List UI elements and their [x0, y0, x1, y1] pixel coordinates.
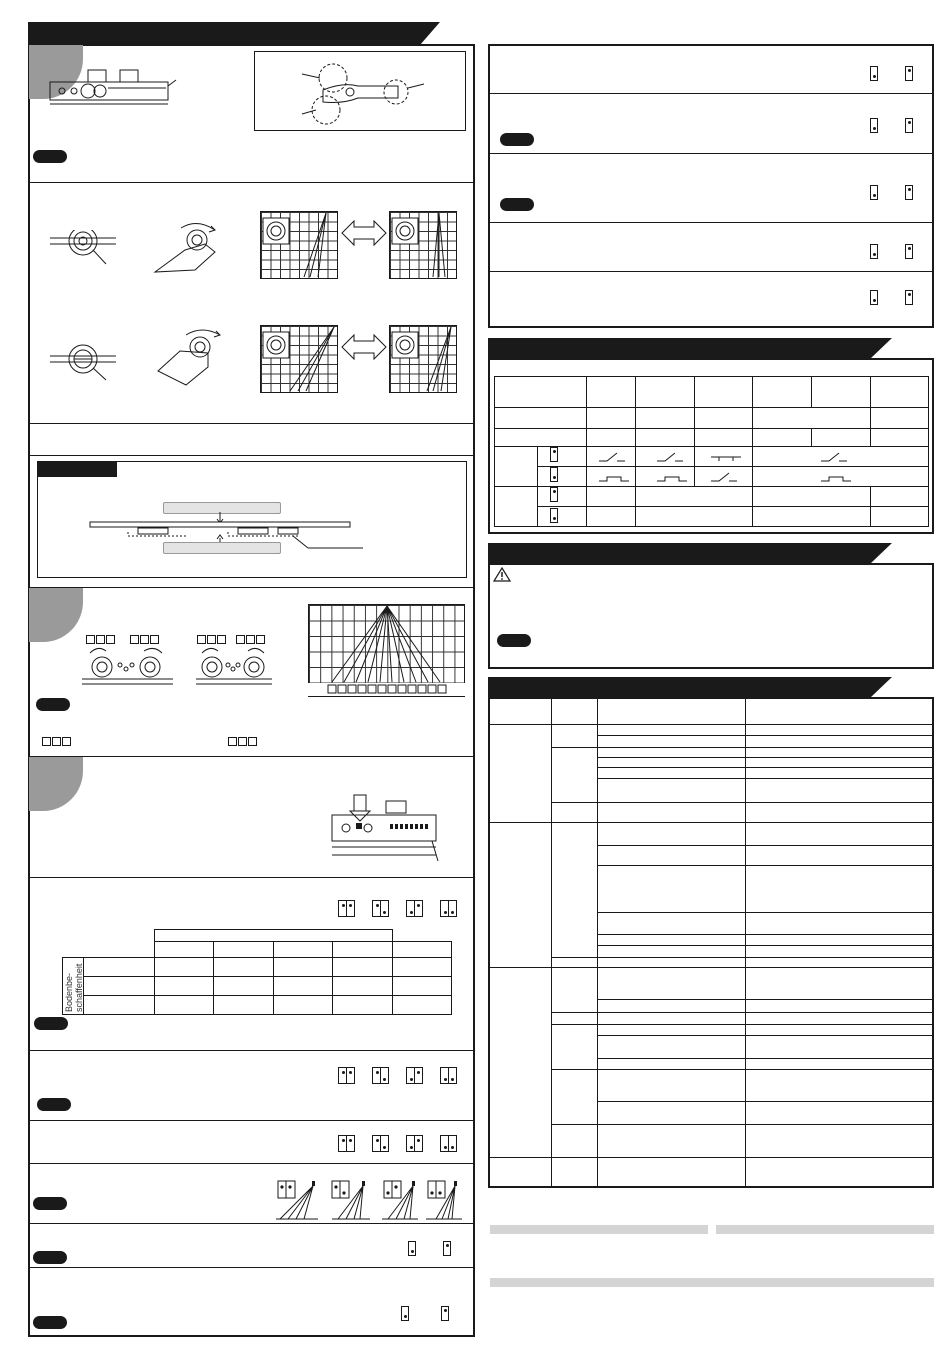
- dip-switch-icon: [870, 66, 878, 81]
- left-header-band: [28, 22, 420, 45]
- spec-section-frame: [488, 697, 934, 1188]
- width-code-e: [42, 733, 72, 751]
- note-badge: [34, 1017, 68, 1030]
- note-badge: [500, 133, 534, 146]
- spec-row-line: [597, 865, 932, 866]
- note-badge: [33, 1251, 67, 1264]
- note-badge: [33, 1316, 67, 1329]
- spec-row-line: [551, 1069, 932, 1070]
- spec-row-line: [597, 757, 932, 758]
- spec-row-line: [551, 747, 932, 748]
- output-section-header: [488, 338, 870, 359]
- dip-switch-icon: [443, 1241, 451, 1256]
- dip-switch-icon: [440, 1067, 457, 1084]
- beam-lines-1: [260, 211, 338, 279]
- spec-row-line: [597, 845, 932, 846]
- divider: [29, 1050, 473, 1051]
- dip-switch-icon: [550, 508, 558, 523]
- spec-row-line: [597, 778, 932, 779]
- dip-switch-icon: [870, 244, 878, 259]
- note-badge: [37, 1098, 71, 1111]
- spec-row-line: [551, 1012, 932, 1013]
- dip-switch-icon: [406, 900, 423, 917]
- dip-switch-icon: [408, 1241, 416, 1256]
- spec-col-line: [597, 698, 598, 1187]
- footer-bar: [490, 1225, 708, 1234]
- divider: [490, 93, 932, 94]
- divider: [29, 877, 473, 878]
- divider: [29, 1120, 473, 1121]
- dip-switch-icon: [905, 185, 913, 200]
- dip-switch-icon: [406, 1135, 423, 1152]
- note-badge: [33, 1197, 67, 1210]
- spec-row-line: [597, 999, 932, 1000]
- divider: [29, 1267, 473, 1268]
- width-knobs-close: [194, 643, 274, 689]
- dip-switch-icon: [905, 244, 913, 259]
- dip-switch-icon: [338, 1067, 355, 1084]
- width-code-f: [228, 733, 258, 751]
- dip-switch-icon: [550, 447, 558, 462]
- floor-condition-label: Bodenbe- schaffenheit: [64, 963, 84, 1012]
- dip-switch-icon: [905, 118, 913, 133]
- caution-section-header: [488, 543, 870, 564]
- spec-row-line: [551, 957, 932, 958]
- spec-col-line: [745, 698, 746, 1187]
- dip-switch-icon: [550, 467, 558, 482]
- dip-switch-icon: [401, 1306, 409, 1321]
- mounting-box-label: [37, 461, 117, 477]
- spec-row-line: [597, 912, 932, 913]
- spec-row-line: [551, 1024, 932, 1025]
- spec-row-line: [490, 967, 932, 968]
- spec-row-line: [597, 1058, 932, 1059]
- spec-section-header: [488, 677, 870, 698]
- spec-row-line: [551, 1124, 932, 1125]
- spec-row-line: [597, 767, 932, 768]
- sensor-side-view: [48, 66, 178, 116]
- beam-lines-4: [389, 325, 457, 393]
- width-knobs-open: [80, 643, 175, 689]
- divider: [490, 153, 932, 154]
- divider: [490, 271, 932, 272]
- dip-switch-icon: [372, 1067, 389, 1084]
- double-arrow-2: [340, 332, 388, 362]
- note-badge: [33, 150, 67, 163]
- spec-row-line: [597, 945, 932, 946]
- dip-switch-icon: [905, 66, 913, 81]
- floor-condition-table: [62, 929, 452, 1015]
- spec-row-line: [490, 1157, 932, 1158]
- footer-bar: [490, 1278, 934, 1287]
- dip-switch-icon: [550, 487, 558, 502]
- bracket-detail-drawing: [298, 62, 428, 128]
- detection-pattern-beams: [308, 604, 465, 697]
- dip-switch-icon: [441, 1306, 449, 1321]
- double-arrow-1: [340, 218, 388, 248]
- dip-switch-icon: [870, 118, 878, 133]
- spec-row-line: [490, 822, 932, 823]
- spec-row-line: [597, 735, 932, 736]
- dip-switch-icon: [338, 900, 355, 917]
- note-badge: [500, 198, 534, 211]
- divider: [29, 455, 473, 456]
- spec-row-line: [597, 934, 932, 935]
- divider: [29, 182, 473, 183]
- left-header-band-slant: [420, 22, 440, 45]
- adjust-tool-top: [145, 222, 225, 282]
- beam-angle-switches: [276, 1177, 466, 1221]
- settings-frame: [488, 44, 934, 328]
- warning-triangle-icon: [493, 567, 511, 582]
- divider: [29, 756, 473, 757]
- dip-switch-icon: [338, 1135, 355, 1152]
- beam-lines-3: [260, 325, 338, 393]
- dip-switch-icon: [372, 900, 389, 917]
- divider: [29, 423, 473, 424]
- dip-switch-icon: [905, 290, 913, 305]
- sensor-front-top: [48, 230, 118, 270]
- spec-row-line: [490, 724, 932, 725]
- divider: [29, 1223, 473, 1224]
- dip-switch-icon: [870, 290, 878, 305]
- spec-col-line: [551, 698, 552, 1187]
- beam-lines-2: [389, 211, 457, 279]
- mounting-drawing: [88, 510, 368, 550]
- footer-bar: [716, 1225, 934, 1234]
- dip-switch-location: [330, 793, 440, 865]
- dip-switch-icon: [440, 900, 457, 917]
- spec-row-line: [597, 1101, 932, 1102]
- divider: [29, 587, 473, 588]
- dip-switch-icon: [406, 1067, 423, 1084]
- note-badge: [497, 634, 531, 647]
- dip-switch-icon: [870, 185, 878, 200]
- dip-switch-icon: [372, 1135, 389, 1152]
- divider: [490, 222, 932, 223]
- spec-row-line: [551, 802, 932, 803]
- sensor-front-bottom: [48, 342, 118, 382]
- spec-row-line: [597, 1035, 932, 1036]
- dip-switch-icon: [440, 1135, 457, 1152]
- relay-contact-symbols: [585, 447, 925, 487]
- note-badge: [36, 698, 70, 711]
- adjust-tool-bottom: [150, 325, 230, 395]
- caution-section-frame: [488, 563, 934, 669]
- divider: [29, 1163, 473, 1164]
